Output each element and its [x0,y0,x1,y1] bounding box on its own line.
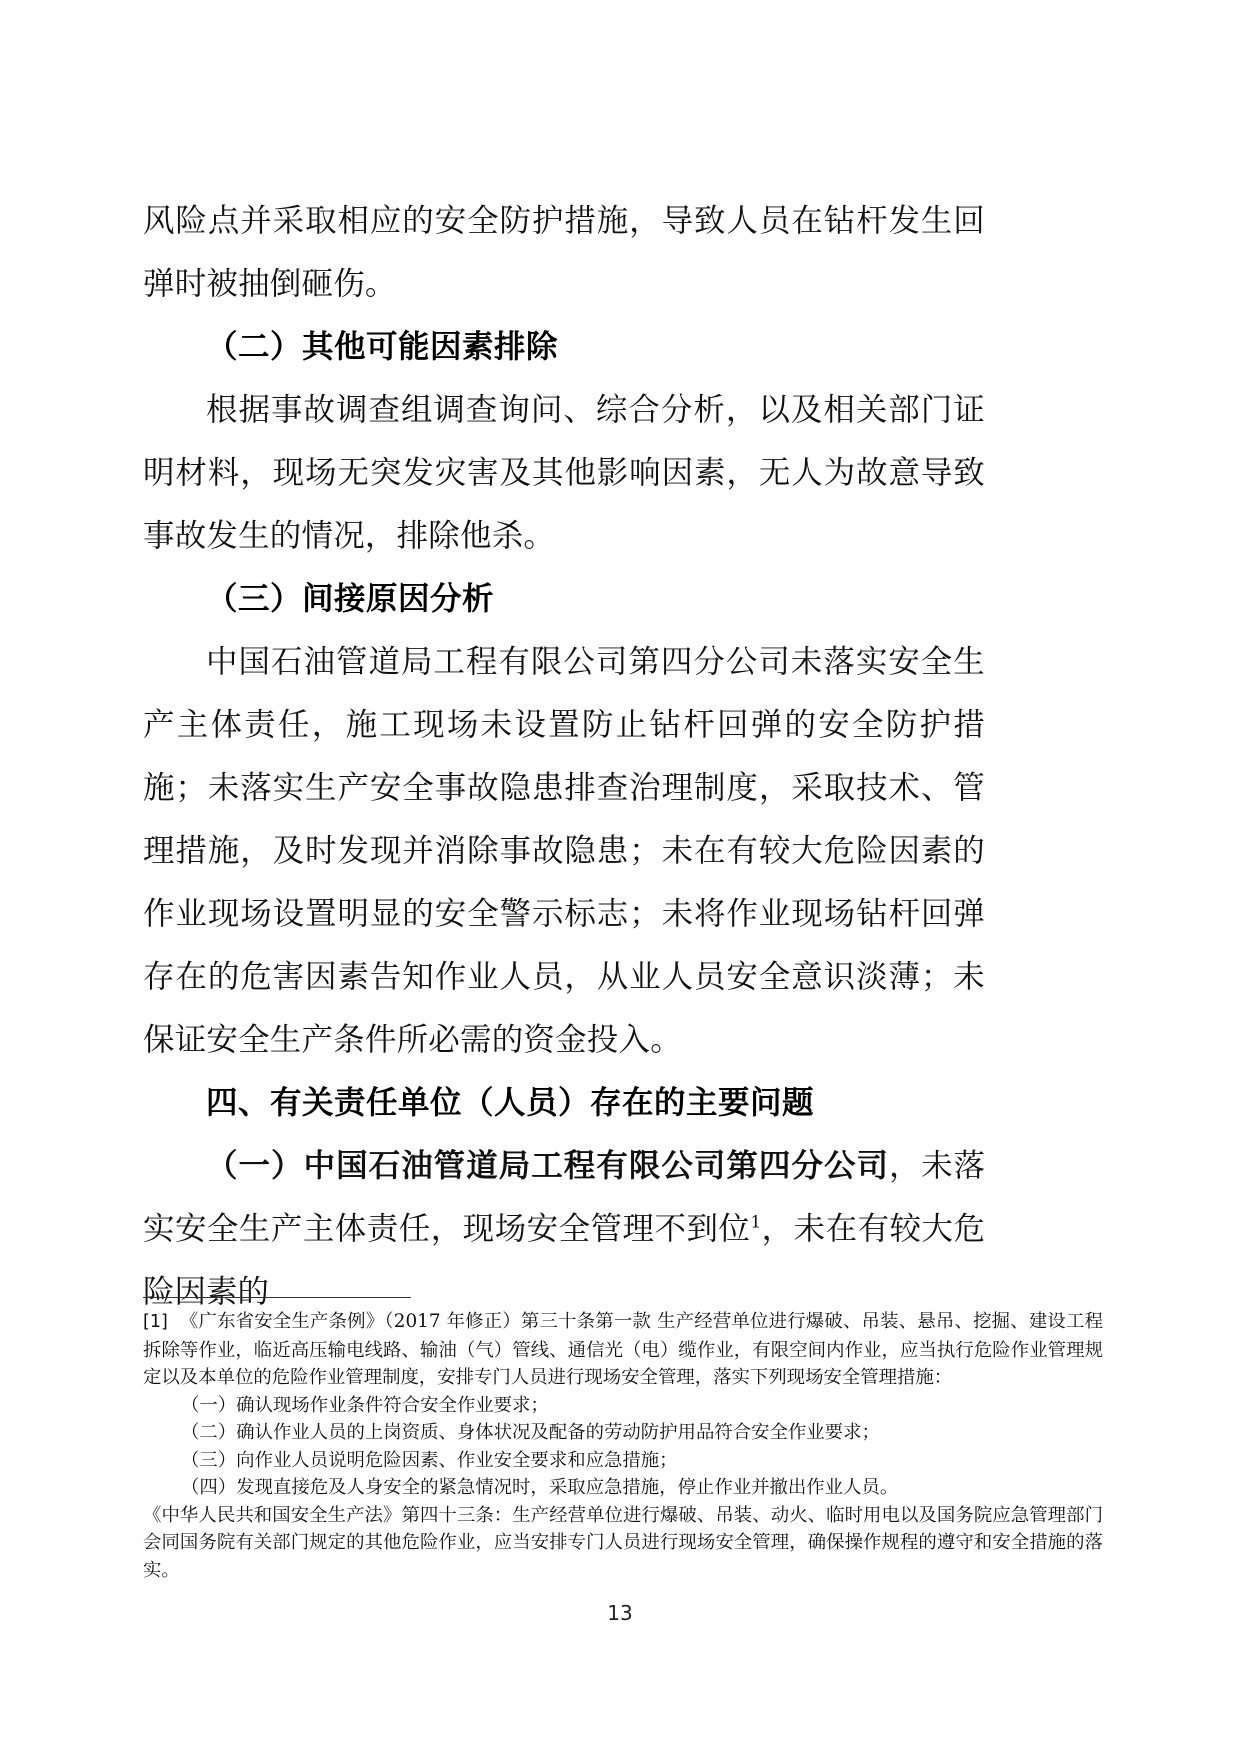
footnote-entry-1 [143,1308,1103,1392]
page-number: 13 [607,1601,633,1625]
footnote-area [143,1297,1103,1584]
page-body-content [143,190,985,1324]
footnote-item-4: （四）发现直接危及人身安全的紧急情况时，采取应急措施，停止作业并撤出作业人员。 [181,1477,899,1498]
footnote-separator-rule [143,1297,411,1298]
paragraph-section-3: 中国石油管道局工程有限公司第四分公司未落实安全生产主体责任，施工现场未设置防止钻杆回弹的安全防护措施；未落实生产安全事故隐患排查治理制度，采取技术、管理措施，及时发现并消除事故隐患；未在有较大危险因素的作业现场设置明显的安全警示标志；未将作业现场钻杆回弹存在的危害因素告知作业人员，从业人员安全意识淡薄；未保证安全生产条件所必需的资金投入。 [143,644,985,1058]
section-4-1-text-b: ，未在有较大危险因素的 [143,1211,985,1310]
footnote-entry-2: 《中华人民共和国安全生产法》第四十三条：生产经营单位进行爆破、吊装、动火、临时用电以及国务院应急管理部门会同国务院有关部门规定的其他危险作业，应当安排专门人员进行现场安全管理，确保操作规程的遵守和安全措施的落实。 [143,1504,1103,1581]
footnote-text-1: 《广东省安全生产条例》（2017 年修正）第三十条第一款 生产经营单位进行爆破、吊装、悬吊、挖掘、建设工程拆除等作业，临近高压输电线路、输油（气）管线、通信光（电）缆作业，有限空间内作业，应当执行危险作业管理规定以及本单位的危险作业管理制度，安排专门人员进行现场安全管理，落实下列现场安全管理措施： [143,1311,1103,1388]
paragraph-continued: 风险点并采取相应的安全防护措施，导致人员在钻杆发生回弹时被抽倒砸伤。 [143,203,985,302]
footnote-item-3: （三）向作业人员说明危险因素、作业安全要求和应急措施； [181,1449,678,1471]
footnote-reference-marker[interactable]: 1 [750,1212,762,1233]
heading-section-2: （二）其他可能因素排除 [206,329,559,365]
footnote-item-2: （二）确认作业人员的上岗资质、身体状况及配备的劳动防护用品符合安全作业要求； [181,1422,880,1443]
heading-section-3: （三）间接原因分析 [206,581,495,617]
paragraph-section-2: 根据事故调查组调查询问、综合分析，以及相关部门证明材料，现场无突发灾害及其他影响因素，无人为故意导致事故发生的情况，排除他杀。 [143,392,985,554]
footnote-number: [1] [143,1312,168,1332]
heading-section-4: 四、有关责任单位（人员）存在的主要问题 [206,1085,815,1121]
footnote-item-1: （一）确认现场作业条件符合安全作业要求； [181,1394,549,1416]
responsible-unit-name: （一）中国石油管道局工程有限公司第四分公司 [206,1148,890,1184]
section-4-1-text-a: ，未落实安全生产主体责任，现场安全管理不到位 [143,1148,985,1247]
paragraph-section-4-1 [143,1135,985,1324]
